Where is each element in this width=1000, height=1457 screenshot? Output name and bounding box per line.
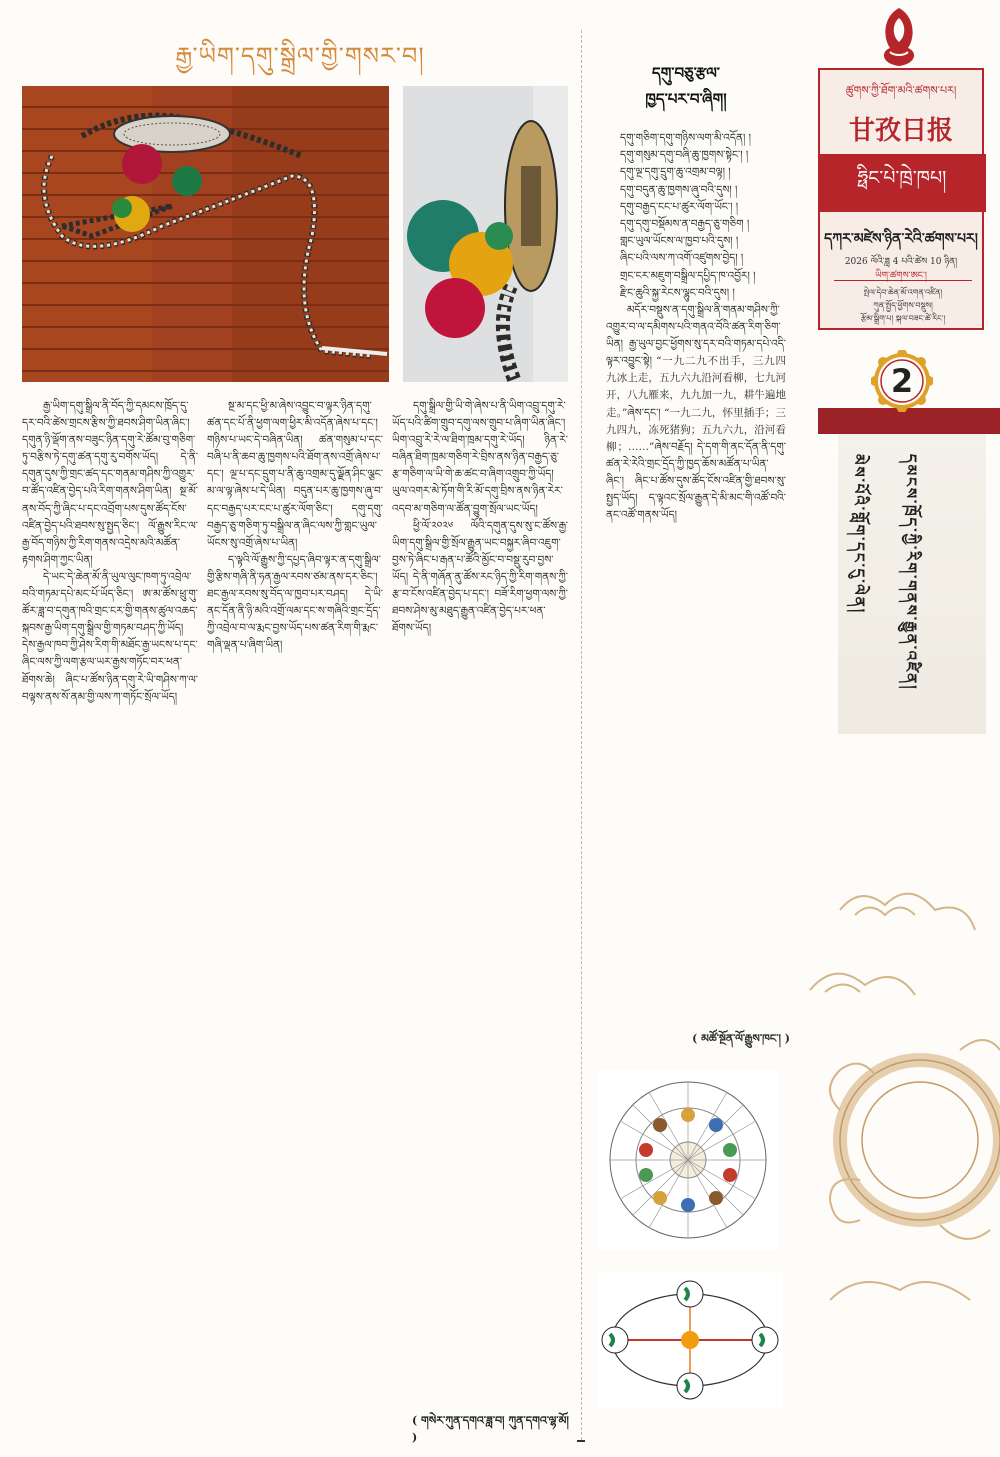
section-heading-left: མེས་པོའི་གློག་དང་དུ་ལེན། xyxy=(850,454,868,615)
poem-line: དགུ་བརྒྱད་ངང་པ་ཚུར་ལོག་ཡོང་། ། xyxy=(620,200,739,213)
poem-block xyxy=(620,130,800,302)
masthead xyxy=(818,68,984,330)
title-line-1: དགུ་བཅུ་རྩལ་ xyxy=(652,64,720,82)
paragraph: མདོར་བསྡུས་ན་དགུ་སྒྲིལ་ནི་གནམ་གཤིས་ཀྱི་འགྱུར་བ་ལ་དམིགས་པའི་གནའ་བོའི་ཚན་རིག་ཅིག་ཡིན། རྒྱ་ཡུལ་བྱང་ཕྱོགས་སུ་དར་བའི་གཏམ་དཔེ་འདི་ལྟར་འབྱུང་སྟེ། “一九二九不出手，三九四九冰上走，五九六九沿河看柳，七九河开，八九雁来，九九加一九，耕牛遍地走。”ཞེས་དང་། “一九二九，怀里插手；三九四九，冻死猪狗；五九六九，沿河看柳；……”ཞེས་བརྗོད། དེ་དག་གི་ནང་དོན་ནི་དགུ་ཚན་རེ་རེའི་གྲང་དྲོད་ཀྱི་ཁྱད་ཆོས་མཚོན་པ་ཡིན་ཞིང་། ཞིང་པ་ཚོས་དུས་ཚོད་ངོས་འཛིན་གྱི་ཐབས་སུ་སྤྱད་ཡོད། ད་ལྟའང་སྲོལ་རྒྱུན་དེ་མི་མང་གི་འཚོ་བའི་ནང་འཚོ་གནས་ཡོད། xyxy=(606,304,786,522)
masthead-org-info xyxy=(826,286,980,325)
masthead-chinese-name: 甘孜日报 xyxy=(848,116,953,146)
photo-woven-sling-floor xyxy=(22,86,389,382)
masthead-weekly-title: དཀར་མཛེས་ཉིན་རེའི་ཚགས་པར། xyxy=(824,231,978,247)
paragraph: སྔ་མ་དང་ཕྱི་མ་ཞེས་འབྱུང་བ་ལྟར་ཉིན་དགུ་ཚན་དང་པོ་ནི་ཕྱག་ལག་ཕྱིར་མི་འདོན་ཞེས་པ་དང་། གཉིས་པ་ཡང་དེ་བཞིན་ཡིན། ཚན་གསུམ་པ་དང་བཞི་པ་ནི་ཆབ་ཆུ་ཁྱགས་པའི་ཐོག་ནས་འགྲོ་ཞེས་པ་དང་། ལྔ་པ་དང་དྲུག་པ་ནི་ཆུ་འགྲམ་དུ་ལྗོན་ཤིང་ལྕང་མ་ལ་ལྟ་ཞེས་པ་དེ་ཡིན། བདུན་པར་ཆུ་ཁྱགས་ཞུ་བ་དང་བརྒྱད་པར་ངང་པ་ཚུར་ལོག་ཅིང་། དགུ་དགུ་བརྒྱད་ཅུ་གཅིག་ཏུ་བསྒྲིལ་ན་ཞིང་ལས་ཀྱི་གླང་ཡུལ་ཡོངས་སུ་འགྲོ་ཞེས་པ་ཡིན། xyxy=(207,400,383,549)
paragraph: དེ་ཡང་དེ་ཆེན་མོ་ནི་ཡུལ་ལུང་ཁག་ཏུ་འབྲེལ་བའི་གཏམ་དཔེ་མང་པོ་ཡོད་ཅིང་། ཨ་མ་ཚོས་ཕྲུ་གུ་ཚོར་ཟླ་བ་དགུན་ཁའི་གྲང་ངར་གྱི་གནས་ཚུལ་འཆད་སྐབས་རྒྱ་ཡིག་དགུ་སྒྲིལ་གྱི་གཏམ་བཤད་ཀྱི་ཡོད། དེས་རྒྱལ་ཁབ་ཀྱི་ཤེས་རིག་གི་མཐོང་རྒྱ་ཡངས་པ་དང་ཞིང་ལས་ཀྱི་ལག་རྩལ་ཡར་རྒྱས་གཏོང་བར་ཕན་ཐོགས་ཆེ། ཞིང་པ་ཚོས་ཉིན་དགུ་རེ་ཡི་གཤིས་ཀ་ལ་བལྟས་ནས་སོ་ནམ་གྱི་ལས་ཀ་གཏོང་སྲོལ་ཡོད། xyxy=(22,570,198,703)
earth-orbit-diagram xyxy=(597,1272,783,1408)
newspaper-logo-icon xyxy=(876,6,922,68)
poem-line: ཞིང་པའི་ལས་ཀ་འགོ་འཛུགས་བྱེད། ། xyxy=(620,252,744,265)
right-article-title xyxy=(606,60,766,112)
photo-woven-sling-hanging xyxy=(403,86,568,382)
cloud-ornament-icon xyxy=(800,880,1000,1330)
right-article-body xyxy=(606,302,786,1020)
article-column-1 xyxy=(22,398,198,1418)
page-number: 2 xyxy=(890,362,914,400)
masthead-rule xyxy=(834,280,972,281)
issue-serial: ཡིག་ཚགས་ཨང་། xyxy=(875,271,927,281)
paragraph: དགུ་སྒྲིལ་གྱི་ཡི་གེ་ཞེས་པ་ནི་ཡིག་འབྲུ་དགུ་རེ་ཡོད་པའི་ཚིག་གྲུབ་དགུ་ལས་གྲུབ་པ་ཞིག་ཡིན་ཞིང་། ཡིག་འབྲུ་རེ་རེ་ལ་ཐིག་ཁྲམ་དགུ་རེ་ཡོད། ཉིན་རེ་བཞིན་ཐིག་ཁྲམ་གཅིག་རེ་བྲིས་ནས་ཉིན་བརྒྱད་ཅུ་རྩ་གཅིག་ལ་ཡི་གེ་ཆ་ཚང་བ་ཞིག་འགྲུབ་ཀྱི་ཡོད། ཡུལ་འགར་མེ་ཏོག་གི་རི་མོ་དགུ་བྲིས་ནས་ཉིན་རེར་འདབ་མ་གཅིག་ལ་ཚོན་བྱུག་སྲོལ་ཡང་ཡོད། xyxy=(392,400,568,515)
paragraph: ཕྱི་ལོ་༢༠༢༦ ལོའི་དགུན་དུས་སུ་ང་ཚོས་རྒྱ་ཡིག་དགུ་སྒྲིལ་གྱི་སྲོལ་རྒྱུན་ཡང་བསྐྱར་ཞིབ་འཇུག་བྱས་ཏེ་ཞིང་པ་རྒན་པ་ཚོའི་མྱོང་བ་བསྡུ་རུབ་བྱས་ཡོད། དེ་ནི་གཞོན་ནུ་ཚོས་རང་ཉིད་ཀྱི་རིག་གནས་ཀྱི་རྩ་བ་ངོས་འཛིན་བྱེད་པ་དང་། བཟོ་རིག་ཕྱག་ལས་ཀྱི་ཐབས་ཤེས་མུ་མཐུད་རྒྱུན་འཛིན་བྱེད་པར་ཕན་ཐོགས་ཡོད། xyxy=(392,519,568,635)
article-column-2 xyxy=(207,398,383,1418)
poem-line: དགུ་བདུན་ཆུ་ཁྱགས་ཞུ་བའི་དུས། ། xyxy=(620,183,738,196)
org-line: སྤེལ་དེབ་ཆེན་མོ་འགན་འཛིན། xyxy=(863,288,943,297)
poem-line: དགུ་དགུ་བསྡོམས་ན་བརྒྱད་ཅུ་གཅིག ། xyxy=(620,218,750,231)
org-line: ཀུན་སྤྱོད་ཕྱོགས་བསྡུས། xyxy=(873,301,933,310)
poem-line: གྲང་ངར་མཇུག་བསྒྲིལ་དཔྱིད་ཁ་འབྱོར། ། xyxy=(620,269,756,282)
poem-line: རྫིང་ཆུའི་སྐྱ་རེངས་ལྷུང་བའི་དུས། ། xyxy=(620,286,735,299)
divider-dash xyxy=(577,1440,585,1442)
issue-date: 2026 ལོའི་ཟླ 4 པའི་ཚེས 10 ཉིན། xyxy=(844,257,958,267)
article-byline: ( གསེར་ཀུན་དགའ་ཟླ་བ། ཀུན་དགའ་ལྷ་མོ། ) xyxy=(412,1414,569,1444)
article-title: རྒྱ་ཡིག་དགུ་སྒྲིལ་གྱི་གསར་བ། xyxy=(175,42,425,70)
masthead-tibetan-name: ཧྥིང་པེ་ཁྲེ་ཁཔ། xyxy=(818,154,986,212)
solar-terms-wheel-figure xyxy=(598,1070,778,1250)
right-article-byline: ( མཚོ་སྔོན་ལོ་རྒྱུས་ཁང་། ) xyxy=(692,1032,790,1045)
paragraph: ད་ལྟའི་ལོ་རྒྱུས་ཀྱི་དཔྱད་ཞིབ་ལྟར་ན་དགུ་སྒྲིལ་གྱི་རྩིས་གཞི་ནི་ཧན་རྒྱལ་རབས་ཙམ་ནས་དར་ཅིང་། ཐང་རྒྱལ་རབས་སུ་བོད་ལ་ཁྱབ་པར་བཤད། དེ་ཡི་ནང་དོན་ནི་ཉི་མའི་འགྲོ་ལམ་དང་ས་གཞིའི་གྲང་དྲོད་ཀྱི་འབྲེལ་བ་ལ་རྨང་བྱས་ཡོད་པས་ཚན་རིག་གི་རྨང་གཞི་ལྡན་པ་ཞིག་ཡིན། xyxy=(207,553,383,652)
poem-line: དགུ་གསུམ་དགུ་བཞི་ཆུ་ཁྱགས་སྟེང་། ། xyxy=(620,149,749,162)
poem-line: དགུ་གཅིག་དགུ་གཉིས་ལག་མི་འདོན། ། xyxy=(620,132,751,144)
section-heading-right: དམངས་ཁྲོད་ཀྱི་རིག་གནས་རྒྱུན་འཛིན། xyxy=(902,454,920,691)
poem-line: གླང་ཡུལ་ཡོངས་ལ་ཁྱབ་པའི་དུས། ། xyxy=(620,235,739,248)
article-column-3 xyxy=(392,398,568,1418)
masthead-script-line: ཚུགས་ཀྱི་ཐོག་མའི་ཚགས་པར། xyxy=(845,84,957,97)
org-line: རྩོམ་སྒྲིག་པ། སྐལ་བཟང་ཚེ་རིང་། xyxy=(860,314,946,323)
title-line-2: ཁྱད་པར་བ་ཞིག། xyxy=(645,90,727,108)
paragraph: རྒྱ་ཡིག་དགུ་སྒྲིལ་ནི་བོད་ཀྱི་དམངས་ཁྲོད་དུ་དར་བའི་ཚེས་གྲངས་རྩིས་ཀྱི་ཐབས་ཤིག་ཡིན་ཞིང་། དགུན་ཉི་ལྡོག་ནས་བཟུང་ཉིན་དགུ་རེ་ཚོམ་བུ་གཅིག་ཏུ་བརྩིས་ཏེ་དགུ་ཚན་དགུ་རུ་བགོས་ཡོད། དེ་ནི་དགུན་དུས་ཀྱི་གྲང་ཚད་དང་གནམ་གཤིས་ཀྱི་འགྱུར་བ་ཚོད་འཛིན་བྱེད་པའི་རིག་གནས་ཤིག་ཡིན། སྔ་མོ་ནས་བོད་ཀྱི་ཞིང་པ་དང་འབྲོག་པས་དུས་ཚོད་ངོས་འཛིན་བྱེད་པའི་ཐབས་སུ་སྤྱད་ཅིང་། ལོ་རྒྱུས་རིང་ལ་རྒྱ་བོད་གཉིས་ཀྱི་རིག་གནས་འདྲེས་མའི་མཚོན་རྟགས་ཤིག་ཀྱང་ཡིན། xyxy=(22,400,198,566)
poem-line: དགུ་ལྔ་དགུ་དྲུག་ཆུ་འགྲམ་བལྟ། ། xyxy=(620,166,731,179)
column-divider xyxy=(581,30,582,1440)
